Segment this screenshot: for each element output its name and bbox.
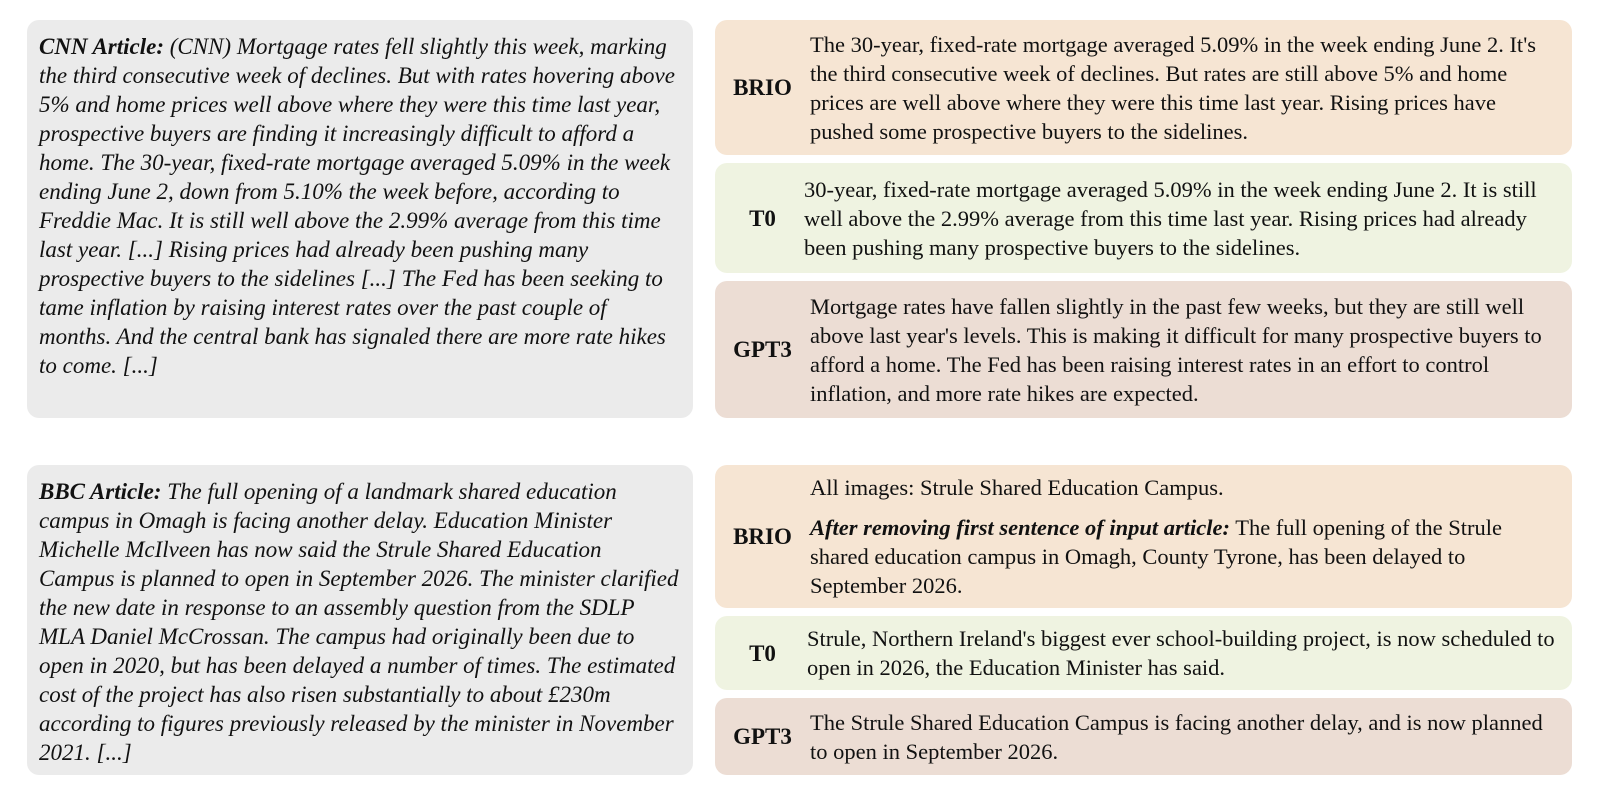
summary-text-body: The 30-year, fixed-rate mortgage averaged 5.09% in the week ending June 2. It's the third consecutive week of declines. But rates are still above 5% and home prices are well above where they were this time last year. Rising prices have pushed some prospective buyers to the sidelines. [810, 31, 1536, 144]
summary-text-body: The Strule Shared Education Campus is facing another delay, and is now planned to open in September 2026. [810, 709, 1543, 764]
summary-text [810, 708, 1562, 766]
summary-text-body: Strule, Northern Ireland's biggest ever school-building project, is now scheduled to open in 2026, the Education Minister has said. [807, 626, 1555, 680]
summary-text [807, 624, 1562, 682]
model-label-gpt3: GPT3 [733, 724, 792, 749]
summary-gpt3-cnn [715, 281, 1572, 418]
summary-gpt3-bbc [715, 698, 1572, 775]
summary-note [810, 513, 1562, 600]
article-source-label: CNN Article: [39, 34, 164, 59]
summary-brio-bbc [715, 465, 1572, 608]
model-label-t0: T0 [749, 640, 776, 666]
article-source-label: BBC Article: [39, 479, 162, 504]
bbc-article-box [27, 465, 693, 775]
summary-note-label: After removing first sentence of input article: [810, 515, 1230, 540]
summary-text [810, 292, 1562, 408]
summary-note-text: The full opening of the Strule shared education campus in Omagh, County Tyrone, has been delayed to September 2026. [810, 515, 1503, 598]
article-text: (CNN) Mortgage rates fell slightly this week, marking the third consecutive week of declines. But with rates hovering above 5% and home prices well above where they were this time last year, prospective buyers are finding it increasingly difficult to afford a home. The 30-year, fixed-rate mortgage averaged 5.09% in the week ending June 2, down from 5.10% the week before, according to Freddie Mac. It is still well above the 2.99% average from this time last year. [...] Rising prices had already been pushing many prospective buyers to the sidelines [...] The Fed has been seeking to tame inflation by raising interest rates over the past couple of months. And the central bank has signaled there are more rate hikes to come. [...] [39, 34, 675, 378]
summary-text-body: Mortgage rates have fallen slightly in the past few weeks, but they are still well above last year's levels. This is making it difficult for many prospective buyers to afford a home. The Fed has been raising interest rates in an effort to control inflation, and more rate hikes are expected. [810, 293, 1542, 406]
summary-t0-bbc [715, 616, 1572, 690]
summary-text [810, 30, 1562, 146]
summary-t0-cnn [715, 163, 1572, 273]
model-label-gpt3: GPT3 [733, 337, 792, 362]
summary-text-body: 30-year, fixed-rate mortgage averaged 5.09% in the week ending June 2. It is still well above the 2.99% average from this time last year. Rising prices had already been pushing many prospective buyers to the sidelines. [804, 176, 1537, 260]
article-text: The full opening of a landmark shared education campus in Omagh is facing another delay. Education Minister Michelle McIlveen has now said the Strule Shared Education Campus is planned to open in September 2026. The minister clarified the new date in response to an assembly question from the SDLP MLA Daniel McCrossan. The campus had originally been due to open in 2020, but has been delayed a number of times. The estimated cost of the project has also risen substantially to about £230m according to figures previously released by the minister in November 2021. [...] [39, 479, 679, 765]
model-label-brio: BRIO [733, 524, 792, 549]
summary-text-body: All images: Strule Shared Education Campus. [810, 475, 1224, 500]
model-label-brio: BRIO [733, 75, 792, 100]
cnn-article-box [27, 20, 693, 418]
summary-text [804, 175, 1562, 262]
model-label-t0: T0 [749, 205, 776, 231]
summary-text [810, 473, 1562, 600]
summary-brio-cnn [715, 20, 1572, 155]
